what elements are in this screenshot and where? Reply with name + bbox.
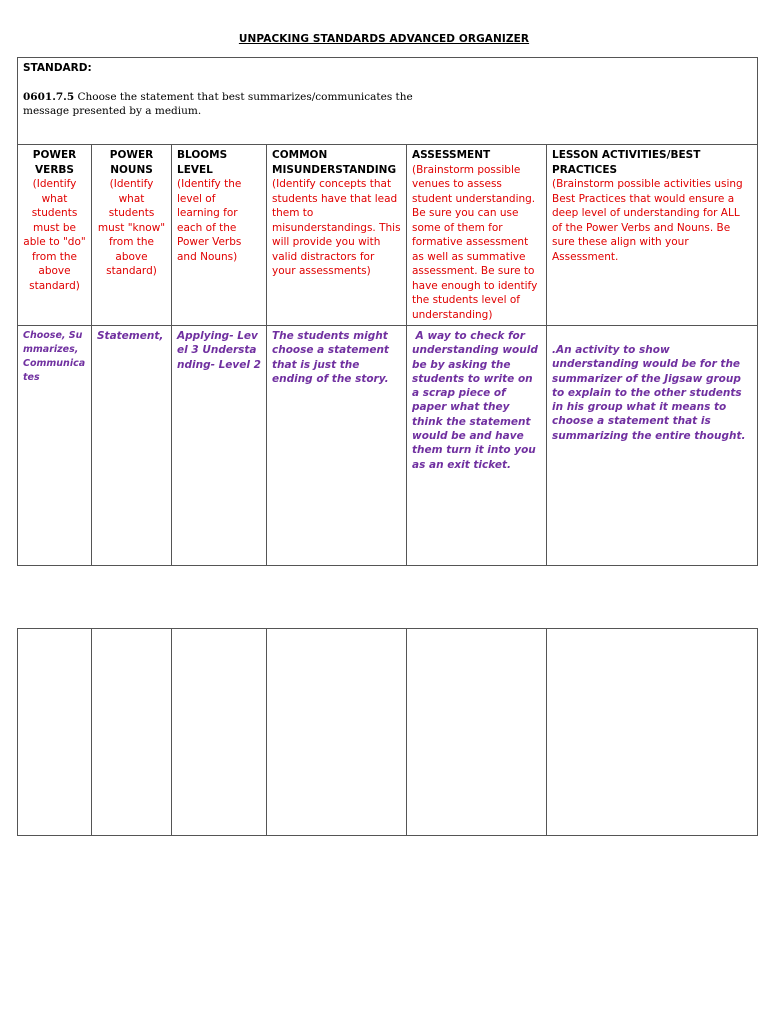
header-row: [18, 145, 758, 326]
answer-text: Choose, Summarizes, Communicates: [23, 330, 86, 383]
answer-text: The students might choose a statement that is just the ending of the story.: [272, 330, 389, 385]
blank-cell: [547, 629, 758, 836]
blank-cell: [172, 629, 267, 836]
column-instructions: (Brainstorm possible activities using Best Practices that would ensure a deep level of understanding for ALL of the Power Verbs and Nouns. Be sure these align with your Assessment.: [552, 178, 743, 263]
answer-text: Applying- Level 3 Understanding- Level 2: [177, 330, 261, 371]
header-lesson-activities: [547, 145, 758, 326]
column-title: BLOOMS LEVEL: [177, 149, 228, 176]
answer-text: Statement,: [97, 330, 164, 342]
blank-cell: [267, 629, 407, 836]
blank-organizer-table: [17, 628, 758, 836]
answer-power-nouns: [92, 326, 172, 566]
column-instructions: (Brainstorm possible venues to assess student understanding. Be sure you can use some of them for formative assessment as well as summative assessment. Be sure to have enough to identify the students level of understanding): [412, 163, 538, 321]
standard-row: [18, 58, 758, 145]
answer-lesson-activities: [547, 326, 758, 566]
document-title: UNPACKING STANDARDS ADVANCED ORGANIZER: [238, 33, 530, 45]
column-instructions: (Identify what students must "know" from the above standard): [97, 178, 166, 277]
column-title: POWER NOUNS: [109, 149, 154, 176]
header-power-nouns: [92, 145, 172, 326]
header-power-verbs: [18, 145, 92, 326]
answer-text: A way to check for understanding would be by asking the students to write on a scrap piece of paper what they think the statement would be and have them turn it into you as an exit ticket.: [412, 330, 542, 471]
answer-row: [18, 326, 758, 566]
standard-label: STANDARD:: [23, 62, 92, 74]
standard-code: 0601.7.5: [23, 90, 75, 103]
answer-blooms-level: [172, 326, 267, 566]
header-common-misunderstanding: [267, 145, 407, 326]
blank-row: [18, 629, 758, 836]
column-instructions: (Identify what students must be able to "do" from the above standard): [23, 178, 86, 292]
column-instructions: (Identify the level of learning for each of the Power Verbs and Nouns): [177, 178, 242, 263]
blank-cell: [407, 629, 547, 836]
standard-cell: [18, 58, 758, 145]
column-title: POWER VERBS: [32, 149, 77, 176]
column-title: COMMON MISUNDERSTANDING: [272, 149, 397, 176]
blank-cell: [18, 629, 92, 836]
standard-text: Choose the statement that best summarizes/communicates the message presented by a medium.: [23, 90, 413, 117]
standard-statement: [23, 90, 413, 118]
answer-text: .An activity to show understanding would be for the summarizer of the Jigsaw group to explain to the other students in his group what it means to choose a statement that is summarizing the entire thought.: [552, 344, 746, 442]
blank-cell: [92, 629, 172, 836]
header-assessment: [407, 145, 547, 326]
answer-assessment: [407, 326, 547, 566]
column-instructions: (Identify concepts that students have that lead them to misunderstandings. This will provide you with valid distractors for your assessments): [272, 178, 401, 277]
organizer-table: [17, 57, 758, 566]
answer-power-verbs: [18, 326, 92, 566]
header-blooms-level: [172, 145, 267, 326]
answer-common-misunderstanding: [267, 326, 407, 566]
column-title: ASSESSMENT: [412, 149, 491, 161]
column-title: LESSON ACTIVITIES/BEST PRACTICES: [552, 149, 701, 176]
